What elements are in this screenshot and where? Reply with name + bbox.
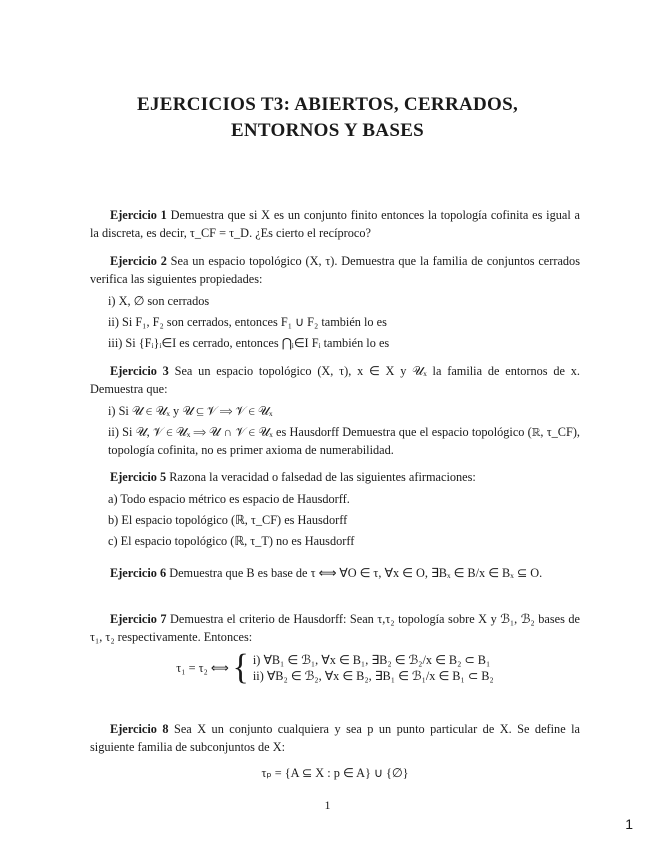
list-item: ii) Si F₁, F₂ son cerrados, entonces F₁ ∪ F₂ también lo es — [108, 315, 387, 329]
exercise-6 — [90, 564, 580, 582]
exercise-label: Ejercicio 3 — [110, 364, 169, 378]
case-line: i) ∀B₁ ∈ ℬ₁, ∀x ∈ B₁, ∃B₂ ∈ ℬ₂/x ∈ B₂ ⊂ B₁ — [252, 653, 491, 667]
exercise-2 — [90, 252, 580, 354]
equation-lhs: τ₁ = τ₂ ⟺ — [176, 661, 229, 675]
exercise-3 — [90, 362, 580, 459]
exercise-text: Sea X un conjunto cualquiera y sea p un punto particular de X. Se define la siguiente familia de subconjuntos de X: — [90, 722, 580, 754]
exercise-label: Ejercicio 8 — [110, 722, 169, 736]
exercise-label: Ejercicio 7 — [110, 612, 167, 626]
case-lines — [253, 652, 494, 684]
left-brace-icon: { — [232, 648, 249, 687]
list-item: iii) Si {Fᵢ}ᵢ∈I es cerrado, entonces ⋂ᵢ∈I Fᵢ también lo es — [108, 336, 390, 350]
exercise-1 — [90, 206, 580, 242]
list-item: i) Si 𝒰 ∈ 𝒰ₓ y 𝒰 ⊆ 𝒱 ⟹ 𝒱 ∈ 𝒰ₓ — [108, 404, 273, 418]
page-title — [40, 92, 615, 144]
exercise-label: Ejercicio 1 — [110, 208, 167, 222]
exercise-text: Demuestra que si X es un conjunto finito entonces la topología cofinita es igual a la discreta, es decir, τ_CF = τ_D. ¿Es cierto el recíproco? — [90, 208, 580, 240]
formula: τₚ = {A ⊆ X : p ∈ A} ∪ {∅} — [261, 766, 409, 780]
exercise-label: Ejercicio 2 — [110, 254, 167, 268]
exercise-text: Demuestra que B es base de τ ⟺ ∀O ∈ τ, ∀x ∈ O, ∃Bₓ ∈ B/x ∈ Bₓ ⊆ O. — [166, 566, 543, 580]
viewer-page-indicator: 1 — [625, 816, 633, 832]
list-item: c) El espacio topológico (ℝ, τ_T) no es Hausdorff — [108, 534, 355, 548]
criterion-equation — [90, 648, 580, 687]
exercise-8 — [90, 720, 580, 782]
exercise-text: Razona la veracidad o falsedad de las siguientes afirmaciones: — [166, 470, 476, 484]
list-item: b) El espacio topológico (ℝ, τ_CF) es Hausdorff — [108, 513, 348, 527]
exercise-5 — [90, 468, 580, 552]
exercise-text: Sea un espacio topológico (X, τ). Demuestra que la familia de conjuntos cerrados verifica las siguientes propiedades: — [90, 254, 580, 286]
exercise-label: Ejercicio 6 — [110, 566, 167, 580]
page-number: 1 — [324, 798, 331, 812]
title-line-1: EJERCICIOS T3: ABIERTOS, CERRADOS, — [136, 94, 518, 115]
exercise-text: Sea un espacio topológico (X, τ), x ∈ X y 𝒰ₓ la familia de entornos de x. Demuestra que: — [90, 364, 580, 396]
case-line: ii) ∀B₂ ∈ ℬ₂, ∀x ∈ B₂, ∃B₁ ∈ ℬ₁/x ∈ B₁ ⊂ B₂ — [252, 669, 494, 683]
list-item: ii) Si 𝒰, 𝒱 ∈ 𝒰ₓ ⟹ 𝒰 ∩ 𝒱 ∈ 𝒰ₓ es Hausdorff Demuestra que el espacio topológico (ℝ, τ_CF), topología cofinita, no es primer axioma de numerabilidad. — [108, 425, 580, 457]
exercise-label: Ejercicio 5 — [110, 470, 167, 484]
list-item: a) Todo espacio métrico es espacio de Hausdorff. — [108, 492, 350, 506]
title-line-2: ENTORNOS Y BASES — [230, 120, 425, 141]
exercise-text: Demuestra el criterio de Hausdorff: Sean τ,τ₂ topología sobre X y ℬ₁, ℬ₂ bases de τ₁, τ₂ respectivamente. Entonces: — [90, 612, 580, 644]
exercise-7 — [90, 610, 580, 687]
list-item: i) X, ∅ son cerrados — [108, 294, 210, 308]
